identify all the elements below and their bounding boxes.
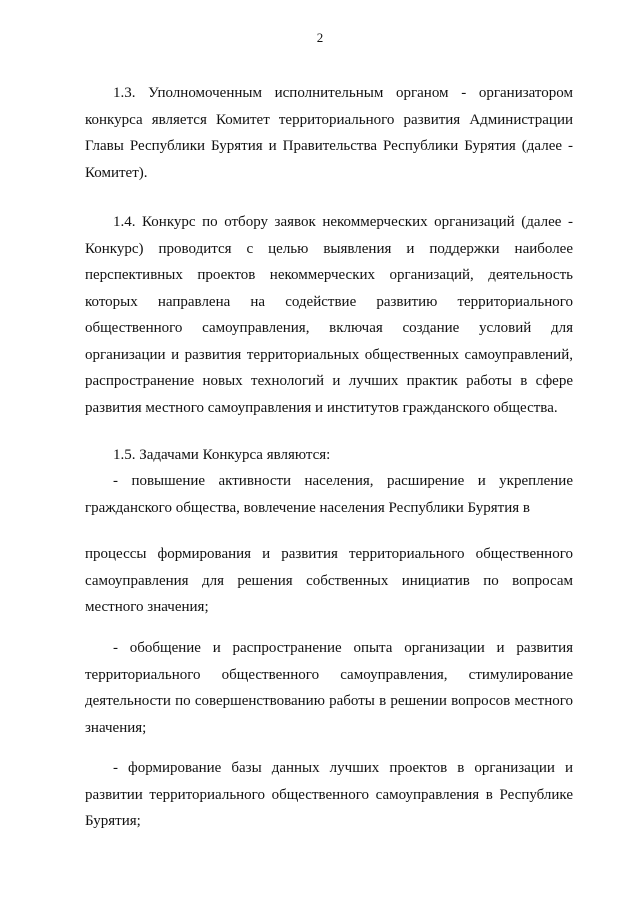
paragraph-1-5-heading: 1.5. Задачами Конкурса являются: [113,447,331,463]
page-number: 2 [316,30,324,45]
task-item-3: - формирование базы данных лучших проектов в организации и развитии территориального общественного самоуправления в Республике Бурятия; [85,760,573,829]
paragraph-1-4: 1.4. Конкурс по отбору заявок некоммерческих организаций (далее - Конкурс) проводится с целью выявления и поддержки наиболее перспективных проектов некоммерческих организаций, деятельность которых направлена на содействие развитию территориального общественного самоуправления, включая создание условий для организации и развития территориальных общественных самоуправлений, распространение новых технологий и лучших практик работы в сфере развития местного самоуправления и институтов гражданского общества. [85,214,573,416]
task-item-1-part-2: процессы формирования и развития территориального общественного самоуправления для решения собственных инициатив по вопросам местного значения; [85,546,573,615]
task-item-1-part-1: - повышение активности населения, расширение и укрепление гражданского общества, вовлечение населения Республики Бурятия в [85,473,573,516]
paragraph-1-3: 1.3. Уполномоченным исполнительным органом - организатором конкурса является Комитет территориального развития Администрации Главы Республики Бурятия и Правительства Республики Бурятия (далее - Комитет). [85,85,573,181]
task-item-2: - обобщение и распространение опыта организации и развития территориального общественного самоуправления, стимулирование деятельности по совершенствованию работы в решении вопросов местного значения; [85,640,573,736]
